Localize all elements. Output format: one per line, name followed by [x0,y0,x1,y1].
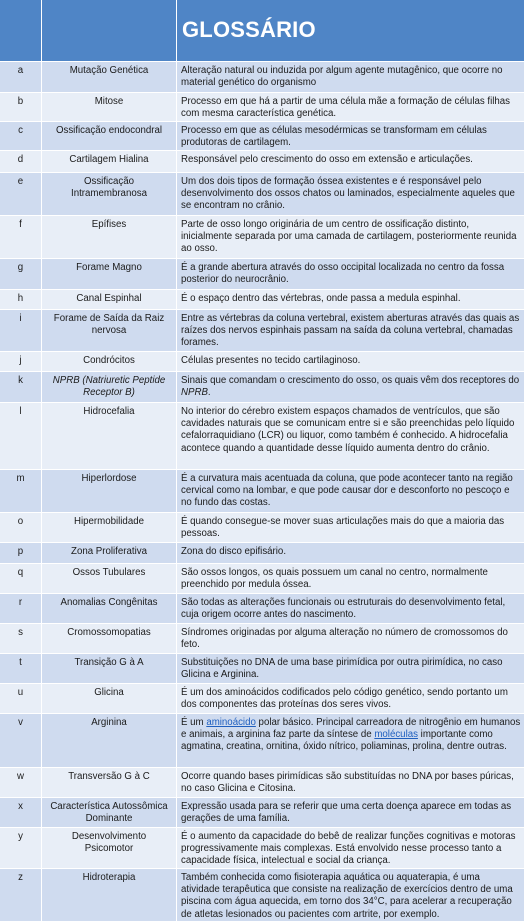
row-letter: r [0,594,42,623]
term-label: Característica Autossômica Dominante [42,798,177,827]
row-letter: x [0,798,42,827]
definition-text: Ocorre quando bases pirimídicas são substituídas no DNA por bases púricas, no caso Glicina e Citosina. [181,771,514,795]
row-letter: z [0,869,42,921]
glossary-row-c [0,122,524,151]
row-letter: i [0,310,42,351]
term-label: Cartilagem Hialina [42,151,177,172]
table-header [0,0,524,62]
definition-italic-term: NPRB [181,387,208,399]
definition-text: São todas as alterações funcionais ou estruturais do desenvolvimento fetal, cuja origem ocorre antes do nascimento. [181,597,506,621]
row-letter: a [0,62,42,92]
glossary-row-d [0,151,524,173]
row-letter: q [0,564,42,593]
definition-text-end: . [207,387,211,399]
glossary-row-t [0,654,524,684]
term-label: Ossificação Intramembranosa [42,173,177,215]
term-label: Mitose [42,93,177,121]
glossary-row-j [0,352,524,372]
definition-text: Zona do disco epifisário. [181,546,287,557]
glossary-row-g [0,259,524,290]
definition-text-part-2: polar básico. Principal carreadora de nitrogênio em humanos e animais, a arginina faz parte da síntese de [181,717,521,741]
definition-text: No interior do cérebro existem espaços chamados de ventrículos, que são cavidades naturais que se comunicam entre si e são preenchidas pelo líquido cefalorraquidiano (LCR) ou liquor, como também é conhecido. A hidrocefalia acontece quando a quantidade desse líquido aumenta dentro do crânio. [181,406,515,454]
term-label: Hiperlordose [42,470,177,512]
row-letter: o [0,513,42,542]
row-letter: d [0,151,42,172]
term-label: Mutação Genética [42,62,177,92]
definition-text: É um dos aminoácidos codificados pelo código genético, sendo portanto um dos componentes das proteínas dos seres vivos. [181,687,508,711]
term-label: Glicina [42,684,177,713]
term-label: Desenvolvimento Psicomotor [42,828,177,868]
definition-text: É o espaço dentro das vértebras, onde passa a medula espinhal. [181,293,461,304]
term-label: Anomalias Congênitas [42,594,177,623]
definition-text: Entre as vértebras da coluna vertebral, existem aberturas através das quais as raízes dos nervos espinhais passam na saída da coluna vertebral, chamadas forames. [181,313,520,349]
term-label: Transversão G à C [42,768,177,797]
glossary-row-x [0,798,524,828]
definition-text: Expressão usada para se referir que uma certa doença aparece em todas as gerações de uma família. [181,801,512,825]
row-letter: h [0,290,42,309]
term-label: Hidrocefalia [42,403,177,469]
glossary-row-s [0,624,524,654]
definition-text [177,714,524,767]
definition-text: Substituições no DNA de uma base pirimídica por outra pirimídica, no caso Glicina e Arginina. [181,657,503,681]
glossary-row-y [0,828,524,869]
glossary-row-p [0,543,524,564]
term-label: Cromossomopatias [42,624,177,653]
definition-text: Células presentes no tecido cartilaginoso. [181,355,361,366]
header-letter-cell [0,0,42,61]
definition-text: Um dos dois tipos de formação óssea existentes e é responsável pelo desenvolvimento dos ossos chatos ou laminados, especialmente aqueles que se encontram no crânio. [181,176,515,212]
glossary-row-e [0,173,524,216]
glossary-row-h [0,290,524,310]
definition-text: Alteração natural ou induzida por algum agente mutagênico, que ocorre no material genético do organismo [181,65,503,89]
glossary-row-b [0,93,524,122]
glossary-row-f [0,216,524,259]
term-label: Condrócitos [42,352,177,371]
term-label: Epífises [42,216,177,258]
term-label: Zona Proliferativa [42,543,177,563]
glossary-row-q [0,564,524,594]
definition-text: Parte de osso longo originária de um centro de ossificação distinto, inicialmente separada por uma camada de cartilagem, posteriormente reunida ao osso. [181,219,517,255]
row-letter: v [0,714,42,767]
row-letter: b [0,93,42,121]
term-label: Transição G à A [42,654,177,683]
definition-text: Processo em que há a partir de uma célula mãe a formação de células filhas com mesma característica genética. [181,96,511,120]
glossary-row-w [0,768,524,798]
definition-text: É a grande abertura através do osso occipital localizada no centro da fossa posterior do neurocrânio. [181,262,505,286]
glossary-row-i [0,310,524,352]
term-label: Ossificação endocondral [42,122,177,150]
glossary-row-a [0,62,524,93]
term-label: Canal Espinhal [42,290,177,309]
row-letter: t [0,654,42,683]
aminoacido-link[interactable]: aminoácido [206,717,256,728]
header-term-cell [42,0,177,61]
term-label: NPRB (Natriuretic Peptide Receptor B) [42,372,177,402]
glossary-row-u [0,684,524,714]
moleculas-link[interactable]: moléculas [374,729,418,741]
row-letter: k [0,372,42,402]
term-label: Hidroterapia [42,869,177,921]
term-label: Ossos Tubulares [42,564,177,593]
definition-text: São ossos longos, os quais possuem um canal no centro, normalmente preenchido por medula óssea. [181,567,488,591]
row-letter: y [0,828,42,868]
row-letter: s [0,624,42,653]
term-label: Arginina [42,714,177,767]
row-letter: u [0,684,42,713]
definition-text-part-3: importante como agmatina, creatina, ornitina, óxido nítrico, poliaminas, prolina, dentre outras. [181,729,507,753]
row-letter: l [0,403,42,469]
glossary-row-o [0,513,524,543]
definition-text: Processo em que as células mesodérmicas se transformam em células produtoras de cartilagem. [181,125,487,149]
row-letter: e [0,173,42,215]
glossary-title: GLOSSÁRIO [182,17,316,42]
definition-text-start: Sinais que comandam o crescimento do osso, os quais vêm dos receptores do [181,375,520,386]
glossary-row-m [0,470,524,513]
term-label: Forame Magno [42,259,177,289]
term-label: Hipermobilidade [42,513,177,542]
row-letter: c [0,122,42,150]
definition-text: Também conhecida como fisioterapia aquática ou aquaterapia, é uma atividade terapêutica que consiste na realização de exercícios dentro de uma piscina com água aquecida, em torno dos 34°C, para acelerar a recuperação de atletas lesionados ou pacientes com artrite, por exemplo. [181,872,513,920]
row-letter: w [0,768,42,797]
glossary-row-r [0,594,524,624]
term-label: Forame de Saída da Raiz nervosa [42,310,177,351]
row-letter: m [0,470,42,512]
glossary-row-k [0,372,524,403]
definition-text: Síndromes originadas por alguma alteração no número de cromossomos do feto. [181,627,508,651]
row-letter: p [0,543,42,563]
definition-text: Responsável pelo crescimento do osso em extensão e articulações. [181,154,473,165]
definition-text-part-1: É um [181,717,207,728]
row-letter: j [0,352,42,371]
glossary-row-v [0,714,524,768]
row-letter: f [0,216,42,258]
definition-text: É o aumento da capacidade do bebê de realizar funções cognitivas e motoras progressivamente mais complexas. Está envolvido nesse processo tanto a capacidade física, intelectual e social da criança. [181,831,516,867]
glossary-row-z [0,869,524,922]
glossary-row-l [0,403,524,470]
row-letter: g [0,259,42,289]
definition-text [177,372,524,402]
definition-text: É quando consegue-se mover suas articulações mais do que a maioria das pessoas. [181,516,505,540]
definition-text: É a curvatura mais acentuada da coluna, que pode acontecer tanto na região cervical como na lombar, e que pode causar dor e desconforto no pescoço e no fundo das costas. [181,473,513,509]
